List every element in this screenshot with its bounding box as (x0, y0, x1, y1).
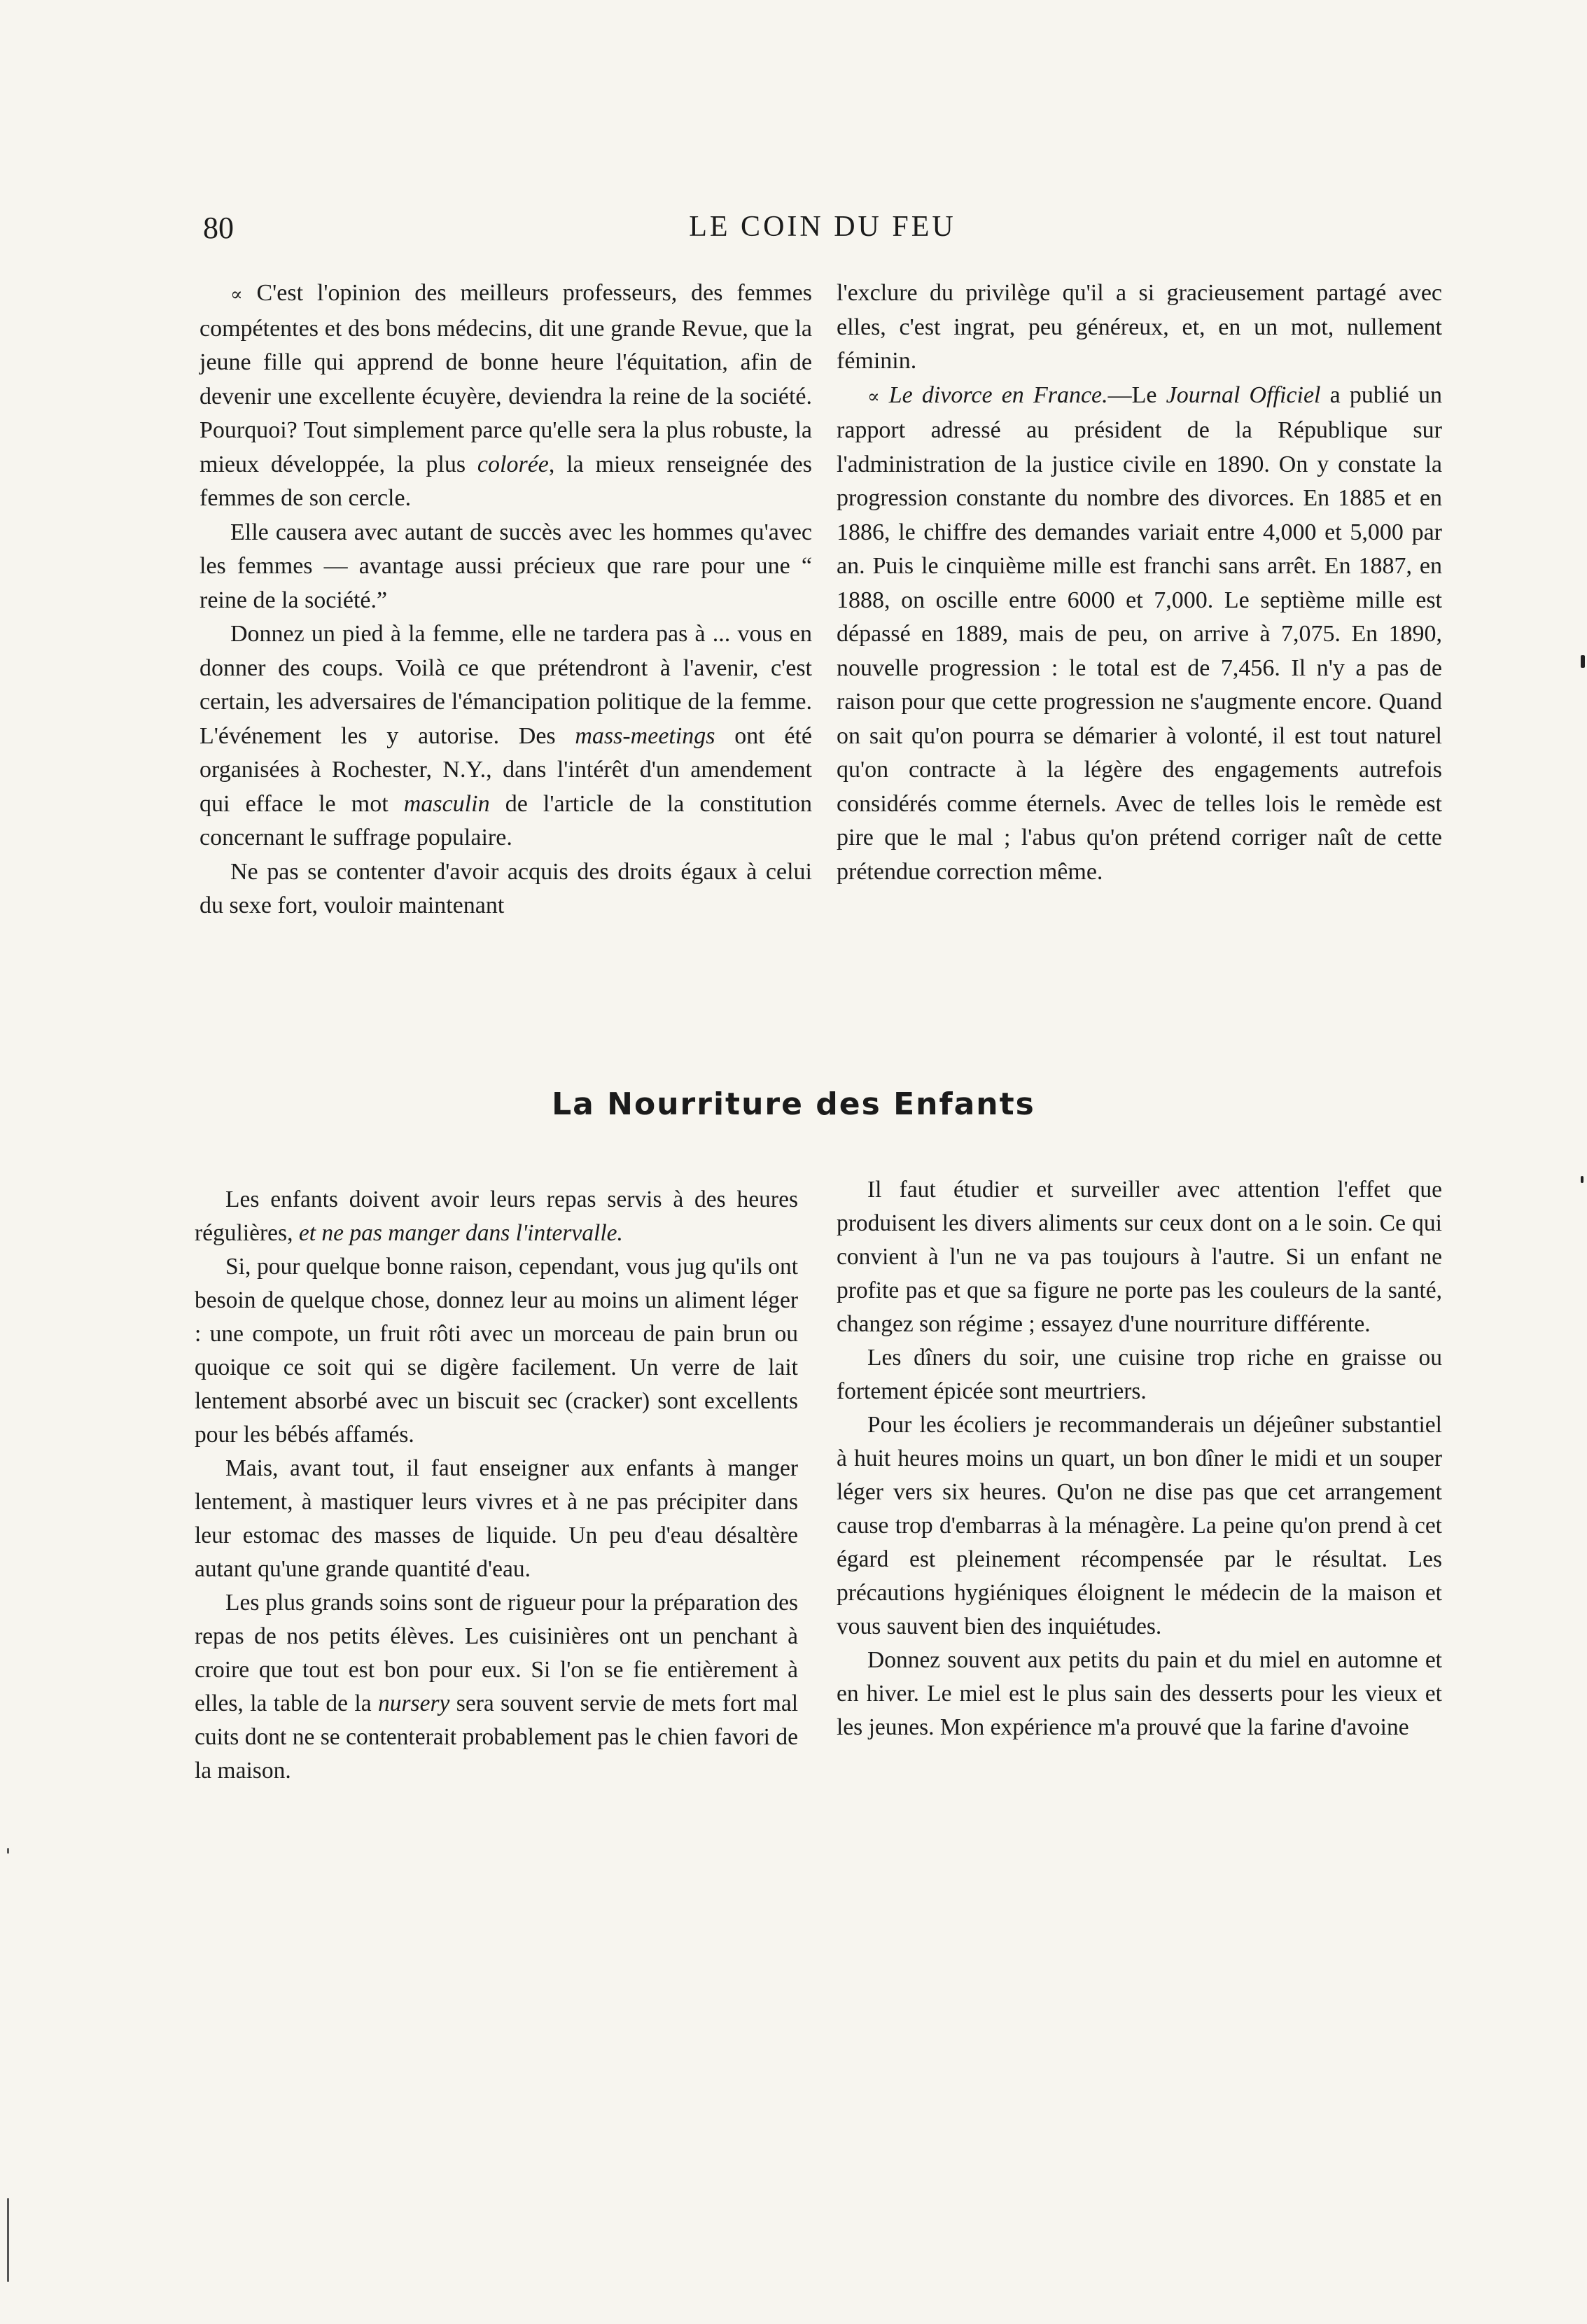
section-title: La Nourriture des Enfants (552, 1086, 1035, 1122)
scan-mark (7, 2198, 9, 2282)
lower-right-column (837, 1173, 1442, 1744)
ornament-icon: ∝ (867, 386, 880, 407)
paragraph-mais: Mais, avant tout, il faut enseigner aux enfants à manger lentement, à mastiquer leurs vivres et à ne pas précipiter dans leur estomac des masses de liquide. Un peu d'eau désaltère autant qu'une grande quantité d'eau. (195, 1455, 798, 1582)
scan-mark (7, 1848, 9, 1854)
divorce-heading: Le divorce en France. (888, 382, 1108, 408)
paragraph-si-pour: Si, pour quelque bonne raison, cependant, vous jug qu'ils ont besoin de quelque chose, donnez leur au moins un aliment léger : une compote, un fruit rôti avec un morceau de pain brun ou quoique ce soit qui se digère facilement. Un verre de lait lentement absorbé avec un biscuit sec (cracker) sont excellents pour les bébés affamés. (195, 1254, 798, 1448)
page-header (203, 210, 1442, 266)
paragraph-repas: Les enfants doivent avoir leurs repas servis à des heures régulières, et ne pas manger dans l'intervalle. (195, 1186, 798, 1246)
paragraph-donnez-un-pied: Donnez un pied à la femme, elle ne tardera pas à ... vous en donner des coups. Voilà ce que prétendront à l'avenir, c'est certain, les adversaires de l'émancipation politique de la femme. L'événement les y autorise. Des mass-meetings ont été organisées à Rochester, N.Y., dans l'intérêt d'un amendement qui efface le mot masculin de l'article de la constitution concernant le suffrage populaire. (200, 621, 812, 850)
lower-left-column (195, 1183, 798, 1788)
paragraph-soins: Les plus grands soins sont de rigueur pour la préparation des repas de nos petits élèves. Les cuisinières ont un penchant à croire que tout est bon pour eux. Si l'on se fie entièrement à elles, la table de la nursery sera souvent servie de mets fort mal cuits dont ne se contenterait probablement pas le chien favori de la maison. (195, 1590, 798, 1784)
running-title: LE COIN DU FEU (689, 211, 956, 243)
paragraph-divorce: ∝ Le divorce en France.—Le Journal Officiel a publié un rapport adressé au président de la République sur l'administration de la justice civile en 1890. On y constate la progression constante du nombre des divorces. En 1885 et en 1886, le chiffre des demandes variait entre 4,000 et 5,000 par an. Puis le cinquième mille est franchi sans arrêt. En 1887, en 1888, on oscille entre 6000 et 7,000. Le septième mille est dépassé en 1889, mais de peu, on arrive à 7,075. En 1890, nouvelle progression : le total est de 7,456. Il n'y a pas de raison pour que cette progression ne s'augmente encore. Quand on sait qu'on pourra se démarier à volonté, il est tout naturel qu'on contracte à la légère des engagements autrefois considérés comme éternels. Avec de telles lois le remède est pire que le mal ; l'abus qu'on prétend corriger naît de cette prétendue correction même. (837, 382, 1442, 885)
upper-right-column (837, 276, 1442, 889)
paragraph-equitation: ∝ C'est l'opinion des meilleurs professeurs, des femmes compétentes et des bons médecins, dit une grande Revue, que la jeune fille qui apprend de bonne heure l'équitation, afin de devenir une excellente écuyère, deviendra la reine de la société. Pourquoi? Tout simplement parce qu'elle sera la plus robuste, la mieux développée, la plus colorée, la mieux renseignée des femmes de son cercle. (200, 280, 812, 511)
paragraph-elle-causera: Elle causera avec autant de succès avec les hommes qu'avec les femmes — avantage aussi précieux que rare pour une “ reine de la société.” (200, 519, 812, 613)
paragraph-ecoliers: Pour les écoliers je recommanderais un déjeûner substantiel à huit heures moins un quart, un bon dîner le midi et un souper léger vers six heures. Qu'on ne dise pas que cet arrangement cause trop d'embarras à la ménagère. La peine qu'on prend à cet égard est pleinement récompensée par le résultat. Les précautions hygiéniques éloignent le médecin de la maison et vous sauvent bien des inquiétudes. (837, 1412, 1442, 1639)
scan-mark (1581, 1176, 1583, 1183)
ornament-icon: ∝ (230, 284, 243, 304)
paragraph-ne-pas-se-contenter: Ne pas se contenter d'avoir acquis des droits égaux à celui du sexe fort, vouloir maintenant (200, 858, 812, 918)
paragraph-miel: Donnez souvent aux petits du pain et du miel en automne et en hiver. Le miel est le plus sain des desserts pour les vieux et les jeunes. Mon expérience m'a prouvé que la farine d'avoine (837, 1647, 1442, 1740)
upper-left-column (200, 276, 812, 923)
scan-mark (1581, 655, 1585, 668)
page-number: 80 (203, 211, 234, 245)
paragraph-diners: Les dîners du soir, une cuisine trop riche en graisse ou fortement épicée sont meurtriers. (837, 1345, 1442, 1404)
paragraph-continuation: l'exclure du privilège qu'il a si gracieusement partagé avec elles, c'est ingrat, peu généreux, et, en un mot, nullement féminin. (837, 280, 1442, 374)
paragraph-etudier: Il faut étudier et surveiller avec attention l'effet que produisent les divers aliments sur ceux dont on a le soin. Ce qui convient à l'un ne va pas toujours à l'autre. Si un enfant ne profite pas et que sa figure ne porte pas les couleurs de la santé, changez son régime ; essayez d'une nourriture différente. (837, 1177, 1442, 1337)
